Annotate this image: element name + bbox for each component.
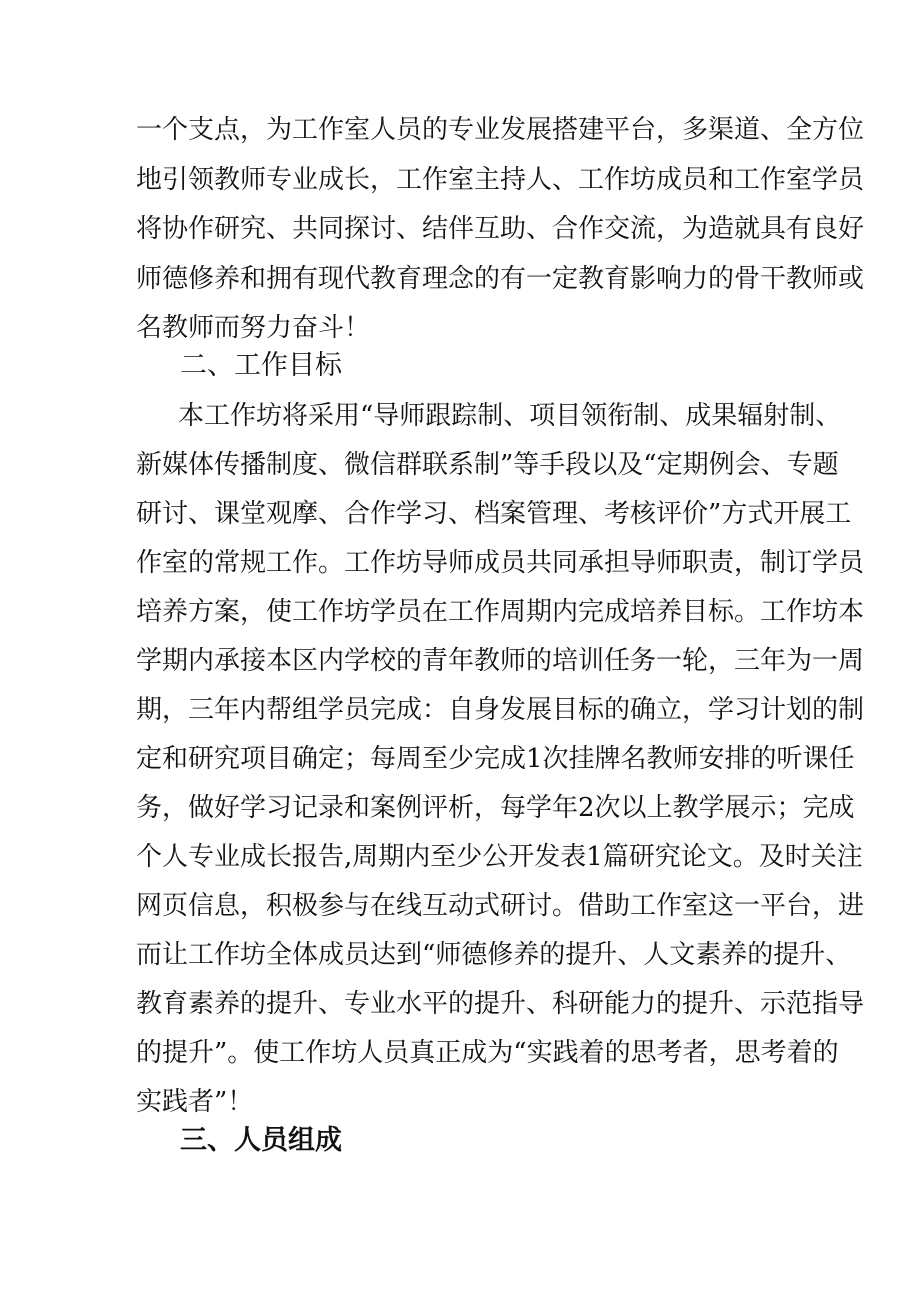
paragraph-line: 新媒体传播制度、微信群联系制”等手段以及“定期例会、专题 (136, 450, 839, 480)
paragraph-line: 实践者”！ (136, 1087, 254, 1117)
section-heading-members: 三、人员组成 (180, 1125, 342, 1156)
paragraph-line: 网页信息，积极参与在线互动式研讨。借助工作室这一平台，进 (136, 891, 865, 921)
paragraph-line: 培养方案，使工作坊学员在工作周期内完成培养目标。工作坊本 (136, 597, 865, 627)
paragraph-line: 个人专业成长报告,周期内至少公开发表1篇研究论文。及时关注 (136, 842, 863, 872)
paragraph-line: 名教师而努力奋斗！ (136, 313, 371, 343)
paragraph-line: 研讨、课堂观摩、合作学习、档案管理、考核评价”方式开展工 (136, 499, 852, 529)
paragraph-line: 师德修养和拥有现代教育理念的有一定教育影响力的骨干教师或 (136, 264, 865, 294)
paragraph-line: 而让工作坊全体成员达到“师德修养的提升、人文素养的提升、 (136, 940, 852, 970)
paragraph-line: 学期内承接本区内学校的青年教师的培训任务一轮，三年为一周 (136, 646, 865, 676)
paragraph-line: 的提升”。使工作坊人员真正成为“实践着的思考者，思考着的 (136, 1038, 839, 1068)
paragraph-line: 定和研究项目确定；每周至少完成1次挂牌名教师安排的听课任 (136, 744, 855, 774)
paragraph-line: 本工作坊将采用“导师跟踪制、项目领衔制、成果辐射制、 (178, 401, 842, 431)
paragraph-line: 期，三年内帮组学员完成：自身发展目标的确立，学习计划的制 (136, 695, 865, 725)
paragraph-line: 教育素养的提升、专业水平的提升、科研能力的提升、示范指导 (136, 989, 865, 1019)
section-heading-goals: 二、工作目标 (180, 350, 342, 381)
paragraph-line: 务，做好学习记录和案例评析，每学年2次以上教学展示；完成 (136, 793, 855, 823)
paragraph-line: 地引领教师专业成长，工作室主持人、工作坊成员和工作室学员 (136, 165, 865, 195)
paragraph-line: 将协作研究、共同探讨、结伴互助、合作交流，为造就具有良好 (136, 214, 865, 244)
paragraph-line: 一个支点，为工作室人员的专业发展搭建平台，多渠道、全方位 (136, 115, 865, 145)
paragraph-line: 作室的常规工作。工作坊导师成员共同承担导师职责，制订学员 (136, 548, 865, 578)
